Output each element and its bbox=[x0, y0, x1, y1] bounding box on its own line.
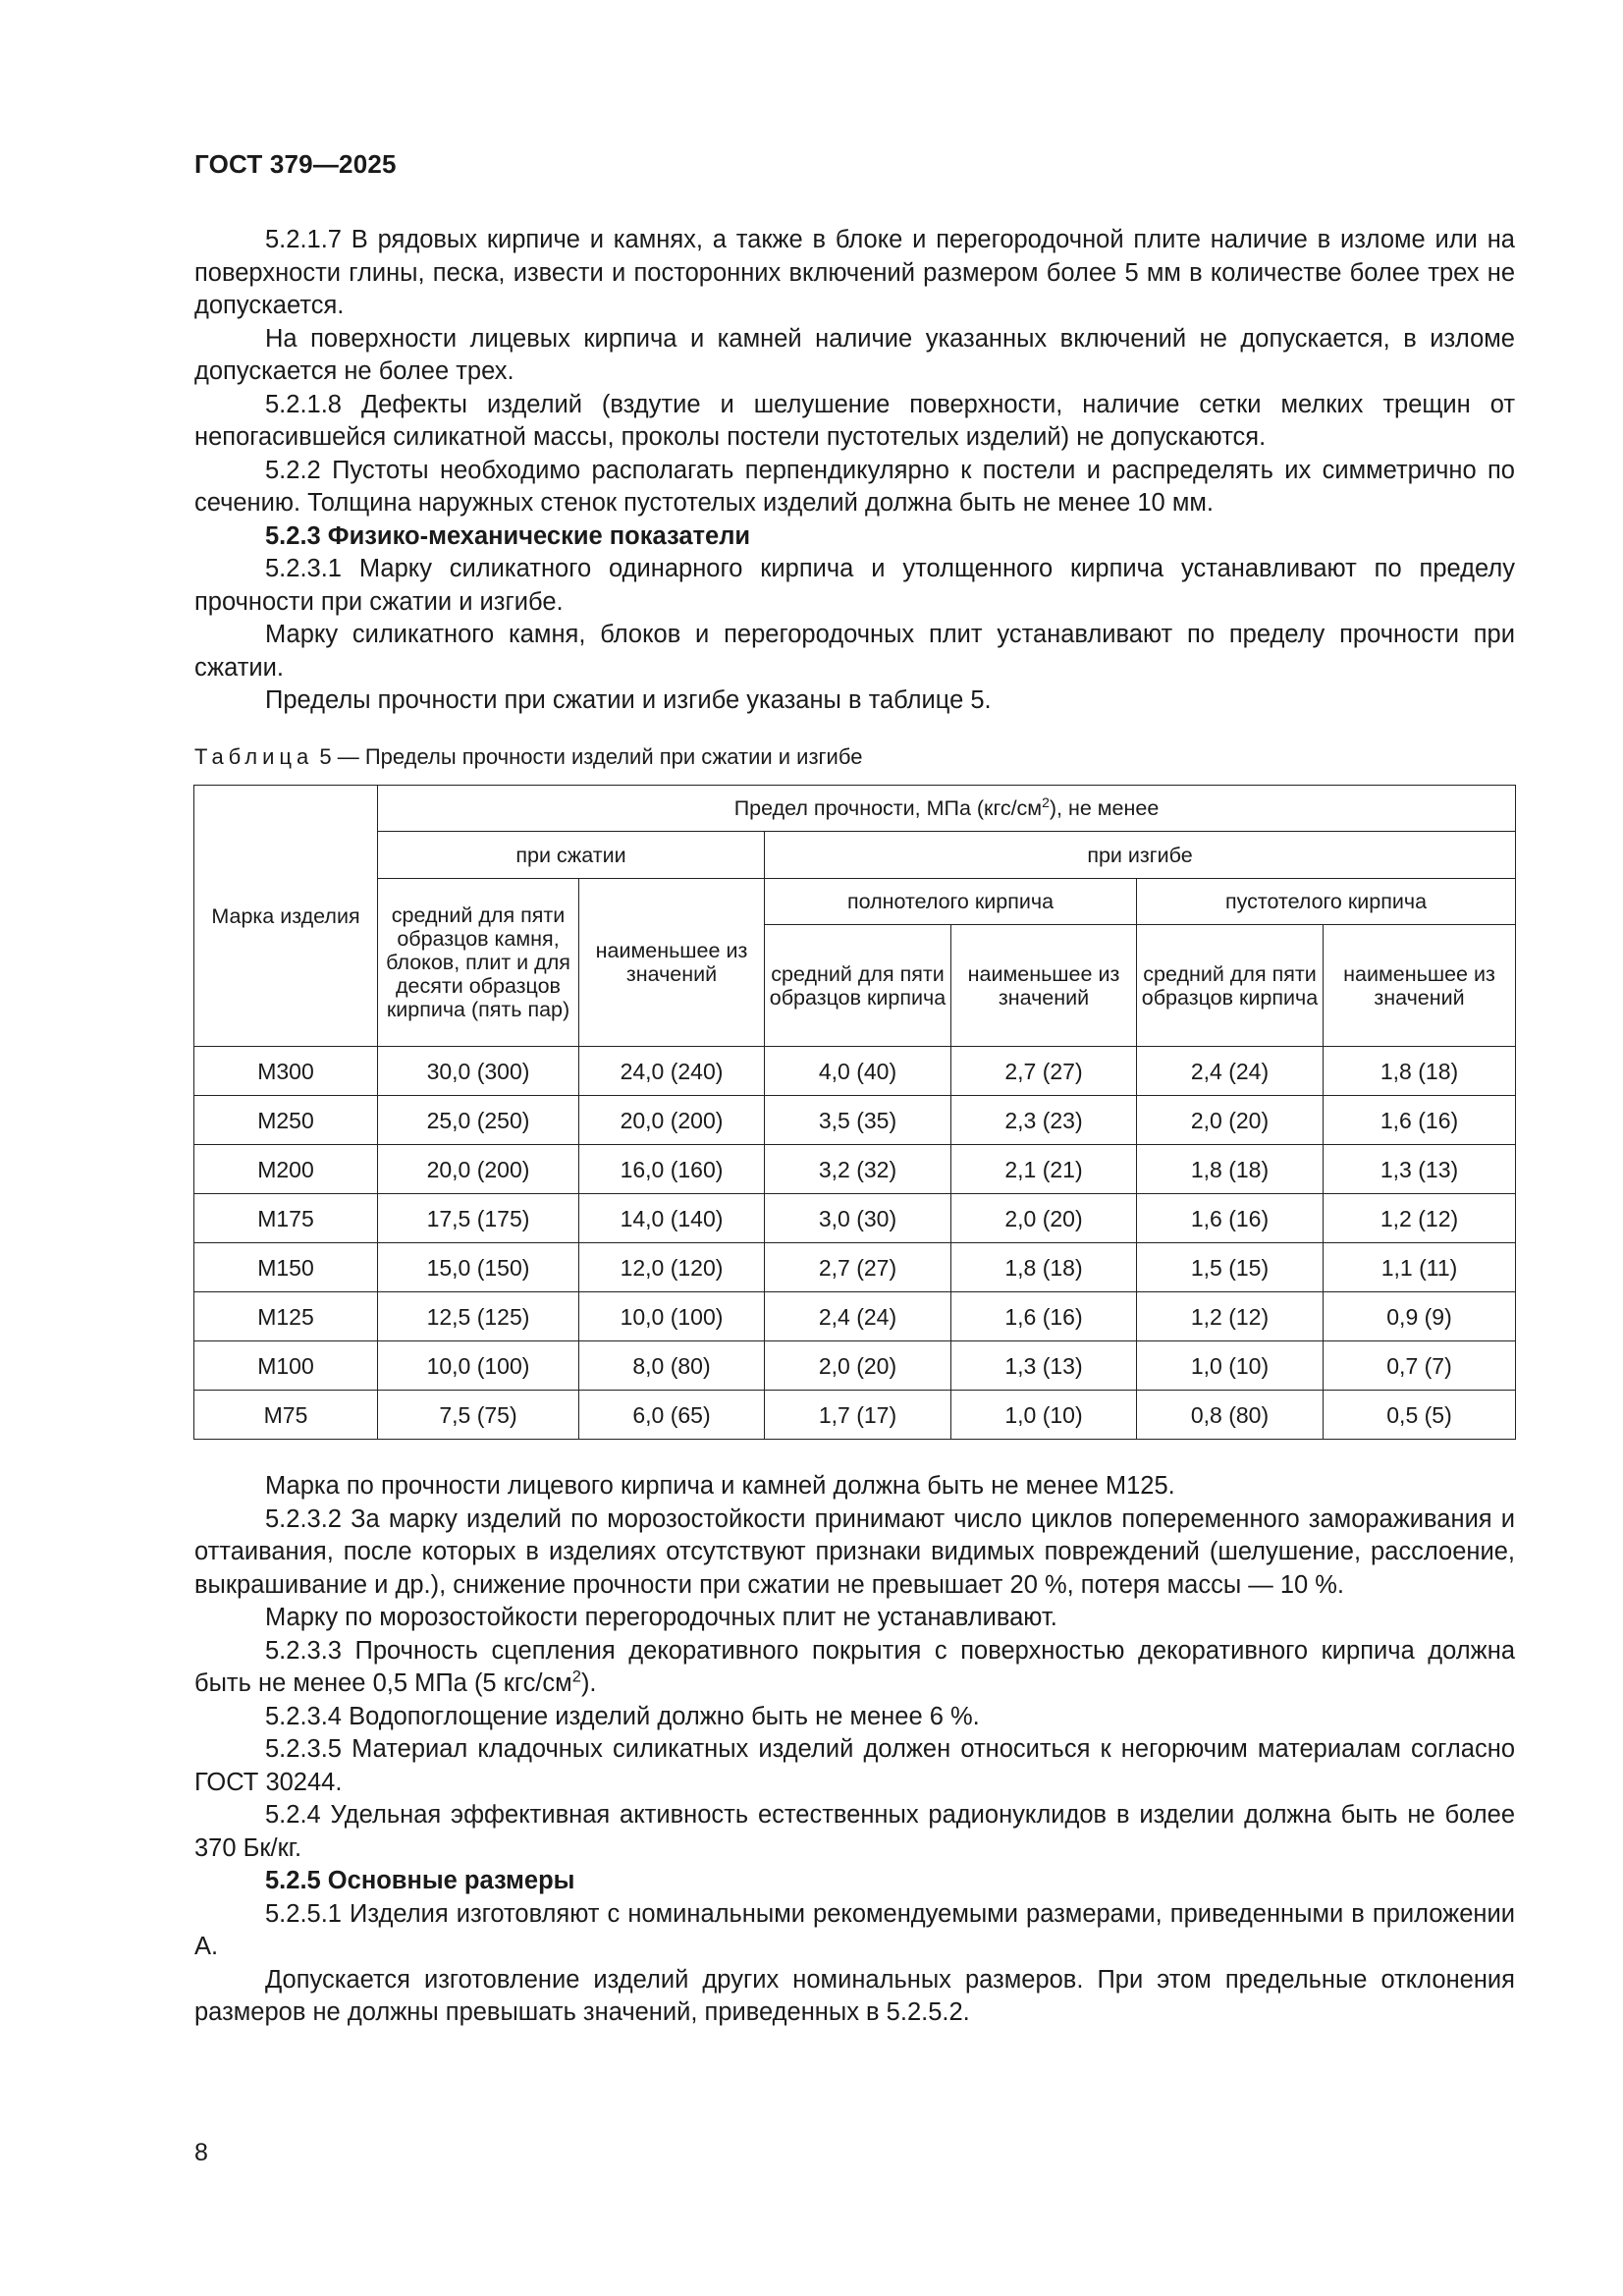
header-strength-limit: Предел прочности, МПа $(кгс/см^2)$, не менее bbox=[378, 786, 1516, 832]
table-cell: 25,0 (250) bbox=[378, 1096, 579, 1145]
table-cell: 2,4 (24) bbox=[1137, 1047, 1324, 1096]
table-cell: 3,5 (35) bbox=[765, 1096, 951, 1145]
cell-mark: М150 bbox=[194, 1243, 378, 1292]
table-row bbox=[194, 1292, 1516, 1341]
table-cell: 1,2 (12) bbox=[1137, 1292, 1324, 1341]
header-bending: при изгибе bbox=[765, 832, 1516, 879]
paragraph: 5.2.2 Пустоты необходимо располагать перпендикулярно к постели и распределять их симметрично по сечению. Толщина наружных стенок пустотелых изделий должна быть не менее 10 мм. bbox=[194, 456, 1515, 517]
cell-mark: М125 bbox=[194, 1292, 378, 1341]
table-cell: 14,0 (140) bbox=[579, 1194, 765, 1243]
table-cell: 1,5 (15) bbox=[1137, 1243, 1324, 1292]
table-cell: 1,8 (18) bbox=[1324, 1047, 1516, 1096]
section-heading: 5.2.3 Физико-механические показатели bbox=[265, 521, 751, 550]
paragraph: 5.2.4 Удельная эффективная активность естественных радионуклидов в изделии должна быть не более 370 Бк/кг. bbox=[194, 1801, 1515, 1862]
paragraph: 5.2.5.1 Изделия изготовляют с номинальными рекомендуемыми размерами, приведенными в приложении А. bbox=[194, 1899, 1515, 1960]
table-cell: 2,1 (21) bbox=[951, 1145, 1137, 1194]
page-number: 8 bbox=[194, 2139, 208, 2166]
table-row bbox=[194, 1243, 1516, 1292]
table-cell: 15,0 (150) bbox=[378, 1243, 579, 1292]
table-cell: 1,6 (16) bbox=[1137, 1194, 1324, 1243]
table-cell: 1,8 (18) bbox=[1137, 1145, 1324, 1194]
table-cell: 0,9 (9) bbox=[1324, 1292, 1516, 1341]
table-cell: 6,0 (65) bbox=[579, 1391, 765, 1440]
table-row bbox=[194, 1194, 1516, 1243]
table-caption bbox=[194, 742, 862, 772]
table-cell: 12,5 (125) bbox=[378, 1292, 579, 1341]
table-cell: 1,2 (12) bbox=[1324, 1194, 1516, 1243]
header-compression-minimum: наименьшее из значений bbox=[579, 879, 765, 1047]
table-cell: 4,0 (40) bbox=[765, 1047, 951, 1096]
table-cell: 1,8 (18) bbox=[951, 1243, 1137, 1292]
paragraph: 5.2.1.8 Дефекты изделий (вздутие и шелушение поверхности, наличие сетки мелких трещин от непогасившейся силикатной массы, проколы постели пустотелых изделий) не допускаются. bbox=[194, 390, 1515, 451]
body-text-bottom bbox=[194, 1470, 1515, 2030]
table-caption-title: 5 — Пределы прочности изделий при сжатии и изгибе bbox=[313, 744, 863, 769]
table-cell: 10,0 (100) bbox=[579, 1292, 765, 1341]
paragraph: Допускается изготовление изделий других номинальных размеров. При этом предельные отклонения размеров не должны превышать значений, приведенных в 5.2.5.2. bbox=[194, 1965, 1515, 2026]
table-cell: 20,0 (200) bbox=[378, 1145, 579, 1194]
table-cell: 2,7 (27) bbox=[951, 1047, 1137, 1096]
table-cell: 1,3 (13) bbox=[951, 1341, 1137, 1391]
table-row bbox=[194, 1047, 1516, 1096]
paragraph: 5.2.3.3 Прочность сцепления декоративного покрытия с поверхностью декоративного кирпича должна быть не менее 0,5 МПа (5 кгс/$см^2$). bbox=[194, 1636, 1515, 1697]
table-cell: 1,0 (10) bbox=[1137, 1341, 1324, 1391]
table-cell: 20,0 (200) bbox=[579, 1096, 765, 1145]
paragraph: 5.2.3.2 За марку изделий по морозостойкости принимают число циклов попеременного замораживания и оттаивания, после которых в изделиях отсутствуют признаки видимых повреждений (шелушение, расслоение, выкрашивание и др.), снижение прочности при сжатии не превышает 20 %, потеря массы — 10 %. bbox=[194, 1504, 1515, 1599]
cell-mark: М300 bbox=[194, 1047, 378, 1096]
table-row bbox=[194, 1096, 1516, 1145]
header-mark: Марка изделия bbox=[194, 786, 378, 1047]
table-cell: 1,0 (10) bbox=[951, 1391, 1137, 1440]
header-compression-average: средний для пяти образцов камня, блоков, плит и для десяти образцов кирпича (пять пар) bbox=[378, 879, 579, 1047]
header-hollow-brick: пустотелого кирпича bbox=[1137, 879, 1516, 925]
header-hollow-minimum: наименьшее из значений bbox=[1324, 925, 1516, 1047]
table-cell: 1,6 (16) bbox=[1324, 1096, 1516, 1145]
table-cell: 1,3 (13) bbox=[1324, 1145, 1516, 1194]
table-cell: 1,7 (17) bbox=[765, 1391, 951, 1440]
header-hollow-average: средний для пяти образцов кирпича bbox=[1137, 925, 1324, 1047]
header-solid-brick: полнотелого кирпича bbox=[765, 879, 1137, 925]
table-cell: 17,5 (175) bbox=[378, 1194, 579, 1243]
paragraph: 5.2.3.4 Водопоглощение изделий должно быть не менее 6 %. bbox=[265, 1702, 980, 1730]
section-heading: 5.2.5 Основные размеры bbox=[265, 1867, 575, 1894]
table-cell: 2,4 (24) bbox=[765, 1292, 951, 1341]
paragraph: Пределы прочности при сжатии и изгибе указаны в таблице 5. bbox=[265, 686, 992, 714]
table-cell: 1,1 (11) bbox=[1324, 1243, 1516, 1292]
table-cell: 12,0 (120) bbox=[579, 1243, 765, 1292]
table-cell: 2,0 (20) bbox=[1137, 1096, 1324, 1145]
table-cell: 7,5 (75) bbox=[378, 1391, 579, 1440]
table-cell: 10,0 (100) bbox=[378, 1341, 579, 1391]
table-cell: 30,0 (300) bbox=[378, 1047, 579, 1096]
table-cell: 2,0 (20) bbox=[765, 1341, 951, 1391]
strength-table bbox=[193, 785, 1516, 1440]
cell-mark: М175 bbox=[194, 1194, 378, 1243]
table-row bbox=[194, 1145, 1516, 1194]
table-cell: 1,6 (16) bbox=[951, 1292, 1137, 1341]
table-cell: 16,0 (160) bbox=[579, 1145, 765, 1194]
table-cell: 2,3 (23) bbox=[951, 1096, 1137, 1145]
table-cell: 3,2 (32) bbox=[765, 1145, 951, 1194]
table-row bbox=[194, 1341, 1516, 1391]
header-solid-minimum: наименьшее из значений bbox=[951, 925, 1137, 1047]
table-cell: 0,7 (7) bbox=[1324, 1341, 1516, 1391]
table-caption-label: Таблица bbox=[194, 744, 314, 769]
table-row bbox=[194, 1391, 1516, 1440]
paragraph: Марка по прочности лицевого кирпича и камней должна быть не менее М125. bbox=[265, 1472, 1175, 1500]
table-cell: 3,0 (30) bbox=[765, 1194, 951, 1243]
table-cell: 2,0 (20) bbox=[951, 1194, 1137, 1243]
paragraph: 5.2.3.1 Марку силикатного одинарного кирпича и утолщенного кирпича устанавливают по пределу прочности при сжатии и изгибе. bbox=[194, 555, 1515, 616]
paragraph: Марку силикатного камня, блоков и перегородочных плит устанавливают по пределу прочности при сжатии. bbox=[194, 621, 1515, 682]
table-cell: 0,8 (80) bbox=[1137, 1391, 1324, 1440]
table-cell: 8,0 (80) bbox=[579, 1341, 765, 1391]
table-cell: 24,0 (240) bbox=[579, 1047, 765, 1096]
document-code: ГОСТ 379—2025 bbox=[194, 149, 397, 179]
paragraph: Марку по морозостойкости перегородочных плит не устанавливают. bbox=[265, 1604, 1057, 1631]
cell-mark: М200 bbox=[194, 1145, 378, 1194]
paragraph: На поверхности лицевых кирпича и камней наличие указанных включений не допускается, в изломе допускается не более трех. bbox=[194, 324, 1515, 385]
header-solid-average: средний для пяти образцов кирпича bbox=[765, 925, 951, 1047]
cell-mark: М75 bbox=[194, 1391, 378, 1440]
cell-mark: М250 bbox=[194, 1096, 378, 1145]
table-cell: 2,7 (27) bbox=[765, 1243, 951, 1292]
header-compression: при сжатии bbox=[378, 832, 765, 879]
cell-mark: М100 bbox=[194, 1341, 378, 1391]
paragraph: 5.2.1.7 В рядовых кирпиче и камнях, а также в блоке и перегородочной плите наличие в изломе или на поверхности глины, песка, извести и посторонних включений размером более 5 мм в количестве более трех не допускается. bbox=[194, 226, 1515, 319]
table-cell: 0,5 (5) bbox=[1324, 1391, 1516, 1440]
paragraph: 5.2.3.5 Материал кладочных силикатных изделий должен относиться к негорючим материалам согласно ГОСТ 30244. bbox=[194, 1735, 1515, 1796]
body-text-top bbox=[194, 224, 1515, 718]
